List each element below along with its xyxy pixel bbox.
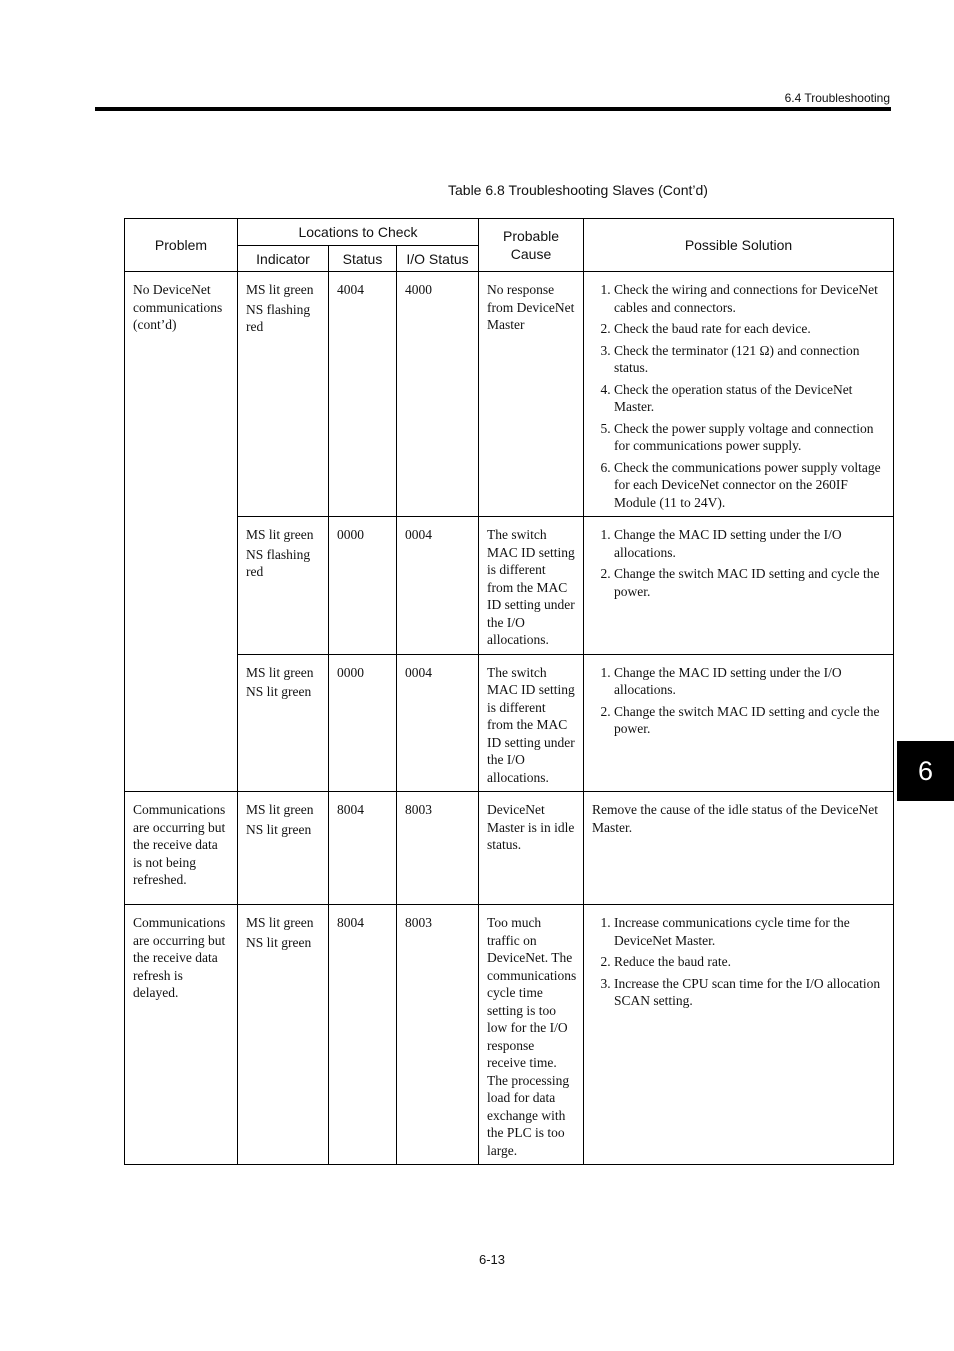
indicator-cell bbox=[238, 272, 329, 517]
status-cell: 8004 bbox=[329, 905, 397, 1165]
col-header-status: Status bbox=[329, 246, 397, 272]
solution-item: 2. Check the baud rate for each device. bbox=[614, 320, 885, 338]
cause-cell: No response from DeviceNet Master bbox=[479, 272, 584, 517]
problem-cell: Communications are occurring but the receive data is not being refreshed. bbox=[125, 792, 238, 905]
solution-list bbox=[592, 281, 885, 511]
table-row bbox=[125, 654, 894, 792]
io-status-cell: 0004 bbox=[397, 517, 479, 655]
solution-item: 3. Check the terminator (121 Ω) and connection status. bbox=[614, 342, 885, 377]
solution-item: 5. Check the power supply voltage and connection for communications power supply. bbox=[614, 420, 885, 455]
solution-list bbox=[592, 914, 885, 1010]
cause-cell: DeviceNet Master is in idle status. bbox=[479, 792, 584, 905]
cause-cell: The switch MAC ID setting is different from the MAC ID setting under the I/O allocations. bbox=[479, 654, 584, 792]
solution-item: 1. Change the MAC ID setting under the I/O allocations. bbox=[614, 664, 885, 699]
solution-cell: Remove the cause of the idle status of the DeviceNet Master. bbox=[584, 792, 894, 905]
indicator-ns: NS lit green bbox=[246, 821, 312, 837]
indicator-ms: MS lit green bbox=[246, 802, 314, 817]
solution-item: 1. Check the wiring and connections for DeviceNet cables and connectors. bbox=[614, 281, 885, 316]
solution-item: 1. Increase communications cycle time for the DeviceNet Master. bbox=[614, 914, 885, 949]
status-cell: 0000 bbox=[329, 654, 397, 792]
solution-item: 4. Check the operation status of the DeviceNet Master. bbox=[614, 381, 885, 416]
indicator-ms: MS lit green bbox=[246, 915, 314, 930]
solution-cell bbox=[584, 654, 894, 792]
problem-cell: Communications are occurring but the receive data refresh is delayed. bbox=[125, 905, 238, 1165]
solution-item: 3. Increase the CPU scan time for the I/O allocation SCAN setting. bbox=[614, 975, 885, 1010]
io-status-cell: 8003 bbox=[397, 792, 479, 905]
indicator-ms: MS lit green bbox=[246, 527, 314, 542]
col-header-solution: Possible Solution bbox=[584, 219, 894, 272]
status-cell: 8004 bbox=[329, 792, 397, 905]
solution-list bbox=[592, 526, 885, 600]
table-row bbox=[125, 905, 894, 1165]
io-status-cell: 4000 bbox=[397, 272, 479, 517]
solution-item: 6. Check the communications power supply voltage for each DeviceNet connector on the 260IF Module (11 to 24V). bbox=[614, 459, 885, 512]
page-number: 6-13 bbox=[479, 1252, 506, 1267]
problem-cell: No DeviceNet communications (cont’d) bbox=[125, 272, 238, 792]
table-row bbox=[125, 792, 894, 905]
solution-cell bbox=[584, 517, 894, 655]
solution-item: 2. Reduce the baud rate. bbox=[614, 953, 885, 971]
solution-item: 1. Change the MAC ID setting under the I/O allocations. bbox=[614, 526, 885, 561]
indicator-cell bbox=[238, 905, 329, 1165]
indicator-ns: NS flashing red bbox=[246, 546, 311, 579]
troubleshooting-table bbox=[124, 218, 894, 1165]
status-cell: 0000 bbox=[329, 517, 397, 655]
solution-item: 2. Change the switch MAC ID setting and cycle the power. bbox=[614, 565, 885, 600]
cause-cell: The switch MAC ID setting is different from the MAC ID setting under the I/O allocations. bbox=[479, 517, 584, 655]
solution-cell bbox=[584, 905, 894, 1165]
io-status-cell: 8003 bbox=[397, 905, 479, 1165]
indicator-cell bbox=[238, 654, 329, 792]
solution-list bbox=[592, 664, 885, 738]
indicator-ns: NS lit green bbox=[246, 684, 312, 699]
io-status-cell: 0004 bbox=[397, 654, 479, 792]
col-header-io-status: I/O Status bbox=[397, 246, 479, 272]
table-caption: Table 6.8 Troubleshooting Slaves (Cont’d) bbox=[448, 182, 708, 198]
solution-cell bbox=[584, 272, 894, 517]
solution-item: 2. Change the switch MAC ID setting and cycle the power. bbox=[614, 703, 885, 738]
table-row bbox=[125, 272, 894, 517]
header-rule bbox=[95, 107, 891, 111]
indicator-ns: NS flashing red bbox=[246, 301, 311, 334]
section-header: 6.4 Troubleshooting bbox=[784, 91, 890, 105]
indicator-cell bbox=[238, 517, 329, 655]
col-header-locations: Locations to Check bbox=[238, 219, 479, 246]
col-header-indicator: Indicator bbox=[238, 246, 329, 272]
table-row bbox=[125, 517, 894, 655]
indicator-cell bbox=[238, 792, 329, 905]
col-header-problem: Problem bbox=[125, 219, 238, 272]
indicator-ns: NS lit green bbox=[246, 934, 312, 950]
indicator-ms: MS lit green bbox=[246, 282, 314, 297]
indicator-ms: MS lit green bbox=[246, 664, 314, 680]
col-header-cause: Probable Cause bbox=[479, 219, 584, 272]
cause-cell: Too much traffic on DeviceNet. The communications cycle time setting is too low for the I/O response receive time. The processing load for data exchange with the PLC is too large. bbox=[479, 905, 584, 1165]
status-cell: 4004 bbox=[329, 272, 397, 517]
chapter-tab: 6 bbox=[897, 741, 954, 801]
